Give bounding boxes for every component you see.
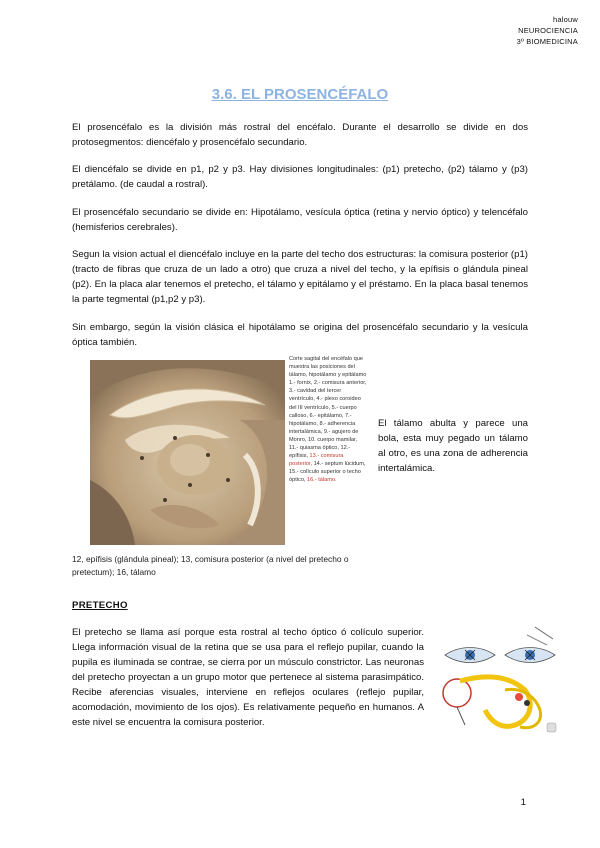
page-header xyxy=(517,14,578,47)
caption-part: Corte sagital del encéfalo que muestra las posiciones del tálamo, hipotálamo y epitálamo 1.- fornix, 2.- comisura anterior, 3.- cavidad del tercer ventrículo, 4.- plexo coroideo del III ventrículo, 5.- cuerpo calloso, 6.- epitálamo, 7.- hipotálamo, 8.- adherencia intertalámica, 9.- agujero de Monro, 10. cuerpo mamilar, 11.- quiasma óptico, 12.- epífisis, xyxy=(289,356,367,460)
figure-side-caption xyxy=(289,355,367,485)
header-subject: NEUROCIENCIA xyxy=(518,26,578,35)
caption-part-highlight: 13.- comisura posterior, xyxy=(289,453,344,468)
paragraph-current-view: Segun la vision actual el diencéfalo incluye en la parte del techo dos estructuras: la comisura posterior (p1) (tracto de fibras que cruza de un lado a otro) que cruza a nivel del techo, y la epífisis o glándula pineal (p2). En la placa alar tenemos el pretecho, el tálamo y epitálamo y el préstamo. En la placa basal tenemos la parte tegmental (p1,p2 y p3). xyxy=(72,249,528,305)
header-author: halouw xyxy=(553,15,578,24)
paragraph-classic-view: Sin embargo, según la visión clásica el hipotálamo se origina del prosencéfalo secundario y la vesícula óptica también. xyxy=(72,322,528,348)
caption-part: 14.- septum lúcidum, 15.- colículo superior o techo óptico, xyxy=(289,461,366,484)
caption-part-highlight: 16.- tálamo. xyxy=(307,477,337,484)
page-number: 1 xyxy=(520,797,526,808)
brain-sagittal-photo xyxy=(90,360,285,545)
header-course: 3º BIOMEDICINA xyxy=(516,37,578,46)
side-note: El tálamo abulta y parece una bola, esta muy pegado un tálamo al otro, es una zona de adherencia intertalámica. xyxy=(378,418,528,474)
section-heading-pretecho: PRETECHO xyxy=(72,600,128,611)
paragraph-secondary-prosencephalon: El prosencéfalo secundario se divide en: Hipotálamo, vesícula óptica (retina y nervio óptico) y telencéfalo (hemisferios cerebrales). xyxy=(72,207,528,233)
paragraph-diencephalon: El diencéfalo se divide en p1, p2 y p3. Hay divisiones longitudinales: (p1) pretecho, (p2) tálamo y (p3) pretálamo. (de caudal a rostral). xyxy=(72,164,528,190)
pupillary-reflex-diagram xyxy=(435,625,565,745)
page-title: 3.6. EL PROSENCÉFALO xyxy=(211,86,389,103)
paragraph-pretecho: El pretecho se llama así porque esta rostral al techo óptico ó colículo superior. Llega información visual de la retina que se usa para el reflejo pupilar, cuando la pupila es iluminada se contrae, se cierra por un músculo constrictor. Las neuronas del pretecho proyectan a un grupo motor que pertenece al sistema parasimpático. Recibe aferencias visuales, interviene en reflejos oculares (reflejo pupilar, acomodación, movimiento de los ojos). Es relativamente pequeño en humanos. A este nivel se encuentra la comisura posterior. xyxy=(72,627,424,728)
figure-bottom-caption: 12, epífisis (glándula pineal); 13, comisura posterior (a nivel del pretecho o pretectum); 16, tálamo xyxy=(72,554,349,577)
paragraph-intro: El prosencéfalo es la división más rostral del encéfalo. Durante el desarrollo se divide en dos protosegmentos: diencéfalo y prosencéfalo secundario. xyxy=(72,122,528,148)
